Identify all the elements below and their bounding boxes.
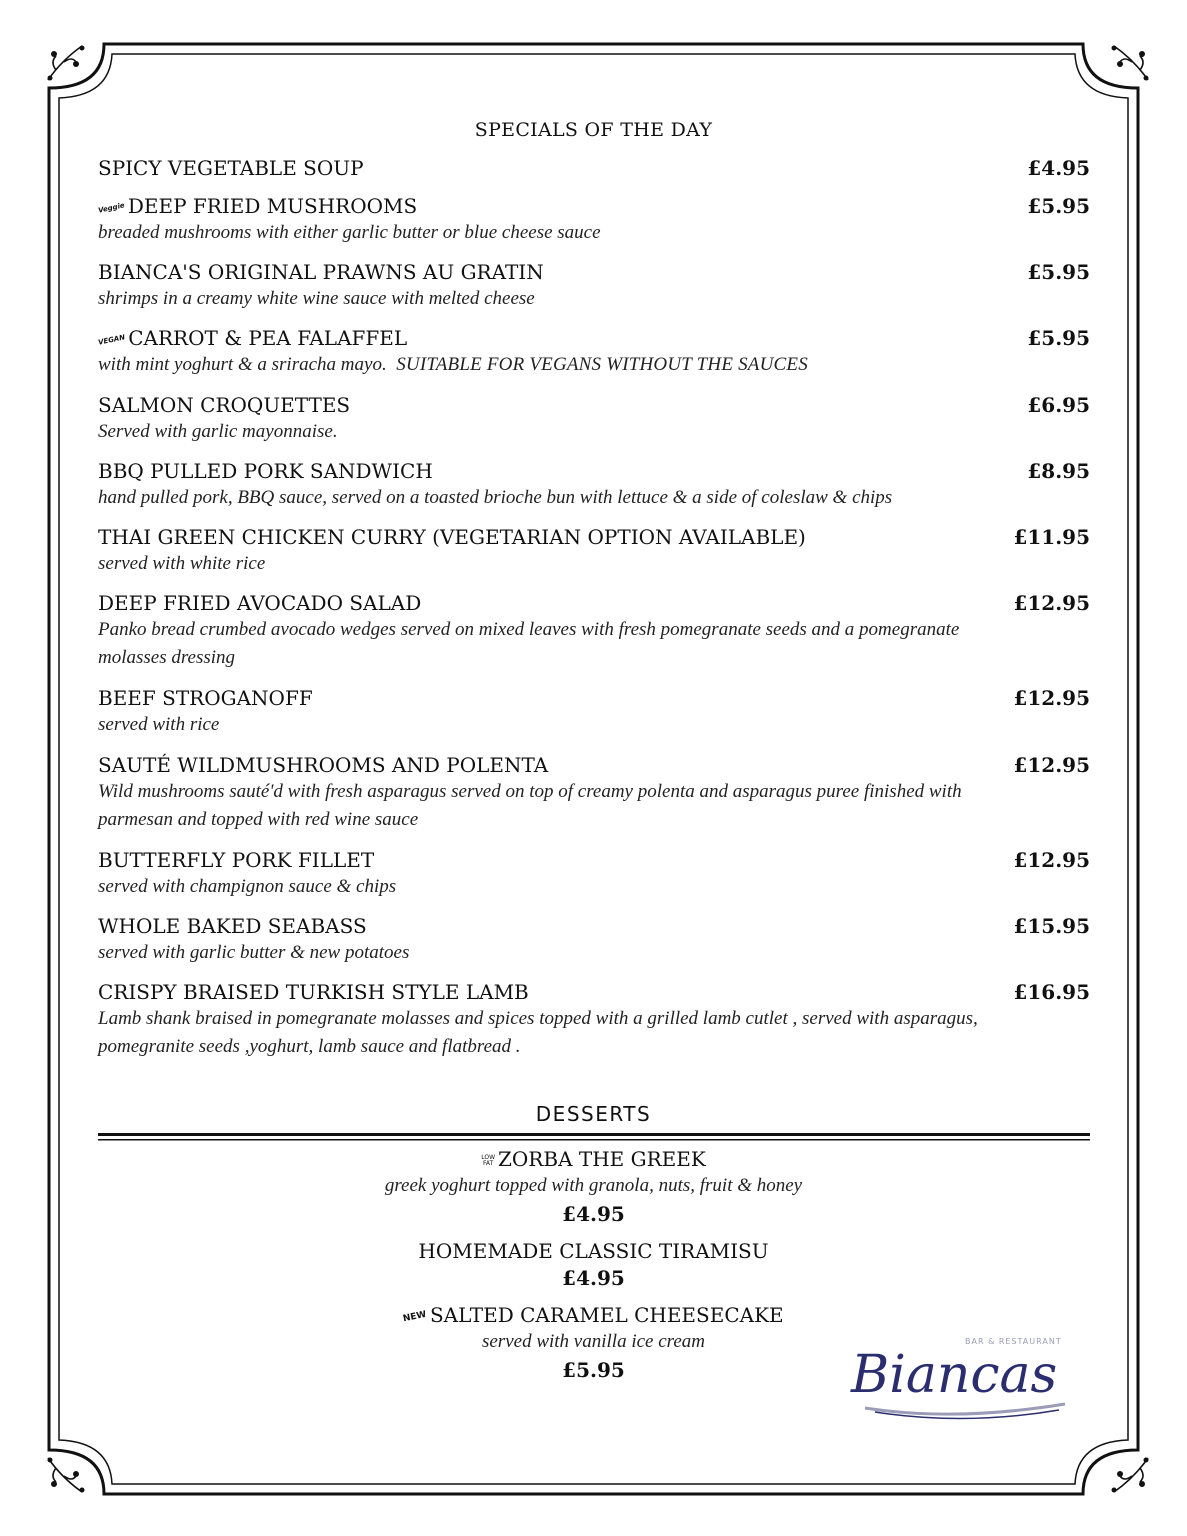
menu-item [98, 392, 1090, 446]
logo-tagline: BAR & RESTAURANT [965, 1337, 1062, 1346]
item-price: £12.95 [1013, 686, 1090, 710]
dessert-name: HOMEMADE CLASSIC TIRAMISU [418, 1239, 769, 1263]
low-fat-badge-icon: LOW FAT [481, 1153, 496, 1167]
item-name: CARROT & PEA FALAFFEL [128, 326, 408, 350]
menu-item [98, 752, 1090, 834]
item-price: £5.95 [1027, 326, 1090, 350]
corner-ornament-icon [42, 1452, 88, 1498]
item-name: SAUTÉ WILDMUSHROOMS AND POLENTA [98, 753, 549, 777]
new-badge-icon: NEW [402, 1309, 428, 1324]
item-price: £4.95 [1027, 156, 1090, 180]
veggie-badge-icon: Veggie [97, 200, 126, 215]
item-name: BUTTERFLY PORK FILLET [98, 848, 375, 872]
item-description: served with white rice [98, 553, 266, 574]
menu-item [98, 913, 1090, 967]
menu-item [98, 847, 1090, 901]
menu-item [98, 590, 1090, 672]
item-name: WHOLE BAKED SEABASS [98, 914, 367, 938]
item-name: BEEF STROGANOFF [98, 686, 313, 710]
item-name: BBQ PULLED PORK SANDWICH [98, 459, 433, 483]
corner-ornament-icon [1108, 1452, 1154, 1498]
item-name: SALMON CROQUETTES [98, 393, 351, 417]
item-name: CRISPY BRAISED TURKISH STYLE LAMB [98, 980, 529, 1004]
item-description: with mint yoghurt & a sriracha mayo. [98, 354, 387, 375]
menu-item [98, 325, 1090, 379]
item-description: breaded mushrooms with either garlic butter or blue cheese sauce [98, 222, 601, 243]
item-description: shrimps in a creamy white wine sauce with melted cheese [98, 288, 535, 309]
dessert-price: £5.95 [562, 1358, 625, 1382]
item-price: £16.95 [1013, 980, 1090, 1004]
dessert-price: £4.95 [562, 1266, 625, 1290]
dessert-item [0, 1238, 1187, 1292]
item-description: served with rice [98, 714, 220, 735]
item-name: DEEP FRIED MUSHROOMS [127, 194, 418, 218]
corner-ornament-icon [1108, 40, 1154, 86]
menu-item [98, 458, 1090, 512]
item-description: hand pulled pork, BBQ sauce, served on a toasted brioche bun with lettuce & a side of coleslaw & chips [98, 487, 893, 508]
logo-wordmark: Biancas [851, 1345, 1058, 1405]
item-description: Served with garlic mayonnaise. [98, 421, 338, 442]
item-price: £12.95 [1013, 848, 1090, 872]
dessert-description: greek yoghurt topped with granola, nuts, fruit & honey [384, 1175, 803, 1196]
item-name: BIANCA'S ORIGINAL PRAWNS AU GRATIN [98, 260, 544, 284]
dessert-item [0, 1146, 1187, 1228]
item-price: £8.95 [1027, 459, 1090, 483]
desserts-heading: DESSERTS [535, 1102, 652, 1126]
dessert-name: ZORBA THE GREEK [498, 1147, 706, 1171]
desserts-divider [98, 1133, 1090, 1142]
item-description: Lamb shank braised in pomegranate molasses and spices topped with a grilled lamb cutlet , served with asparagus, pomegranite seeds ,yoghurt, lamb sauce and flatbread . [98, 1008, 978, 1057]
specials-heading: SPECIALS OF THE DAY [474, 119, 713, 141]
item-description: Wild mushrooms sauté'd with fresh asparagus served on top of creamy polenta and asparagus puree finished with parmesan and topped with red wine sauce [98, 781, 962, 830]
menu-item [98, 685, 1090, 739]
menu-item [98, 193, 1090, 247]
menu-item [98, 979, 1090, 1061]
item-name: DEEP FRIED AVOCADO SALAD [98, 591, 422, 615]
menu-item [98, 259, 1090, 313]
item-description: served with garlic butter & new potatoes [98, 942, 410, 963]
menu-item [98, 524, 1090, 578]
item-price: £6.95 [1027, 393, 1090, 417]
item-price: £12.95 [1013, 591, 1090, 615]
item-note: SUITABLE FOR VEGANS WITHOUT THE SAUCES [396, 354, 808, 375]
item-description: served with champignon sauce & chips [98, 876, 397, 897]
vegan-badge-icon: VEGAN [97, 332, 126, 347]
item-name: THAI GREEN CHICKEN CURRY (VEGETARIAN OPTION AVAILABLE) [98, 525, 806, 549]
item-price: £5.95 [1027, 194, 1090, 218]
dessert-name: SALTED CARAMEL CHEESECAKE [429, 1303, 784, 1327]
item-price: £15.95 [1013, 914, 1090, 938]
dessert-description: served with vanilla ice cream [481, 1331, 705, 1352]
corner-ornament-icon [42, 40, 88, 86]
item-price: £5.95 [1027, 260, 1090, 284]
menu-item [98, 155, 1090, 181]
item-price: £11.95 [1013, 525, 1090, 549]
item-name: SPICY VEGETABLE SOUP [98, 156, 364, 180]
biancas-logo [845, 1330, 1075, 1430]
dessert-price: £4.95 [562, 1202, 625, 1226]
item-price: £12.95 [1013, 753, 1090, 777]
item-description: Panko bread crumbed avocado wedges served on mixed leaves with fresh pomegranate seeds and a pomegranate molasses dressing [98, 619, 960, 668]
